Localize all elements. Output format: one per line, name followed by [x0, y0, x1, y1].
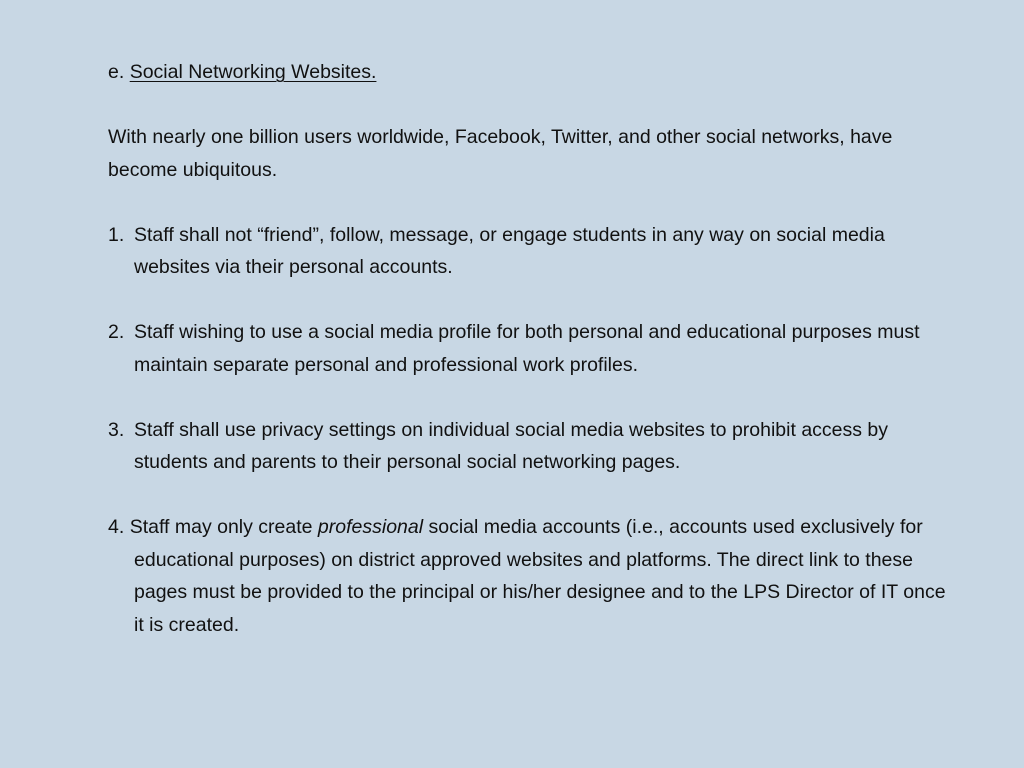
list-item-text [130, 516, 946, 636]
list-item-number: 2. [108, 321, 125, 343]
section-letter: e. [108, 61, 130, 83]
section-title: Social Networking Websites. [129, 61, 377, 83]
list-item-text: Staff shall not “friend”, follow, message, or engage students in any way on social media websites via their personal accounts. [134, 223, 885, 278]
list-item-number: 4. [108, 516, 130, 538]
list-item-text: Staff wishing to use a social media profile for both personal and educational purposes must maintain separate personal and professional work profiles. [134, 321, 920, 376]
section-heading [108, 56, 948, 89]
emphasized-word: professional [317, 516, 424, 538]
list-item-number: 3. [108, 418, 125, 441]
intro-paragraph: With nearly one billion users worldwide, Facebook, Twitter, and other social networks, have become ubiquitous. [108, 126, 893, 181]
list-item-2 [108, 316, 948, 381]
slide-content [108, 56, 948, 641]
list-item-text-end: social media accounts (i.e., accounts used exclusively for educational purposes) on district approved websites and platforms. The direct link to these pages must be provided to the principal or his/her designee and to the LPS Director of IT once it is created. [134, 516, 946, 636]
list-item-3 [108, 414, 948, 479]
list-item-text-start: Staff may only create [129, 516, 318, 538]
list-item-4 [108, 511, 948, 641]
list-item-number: 1. [108, 223, 125, 246]
list-item-1 [108, 219, 948, 284]
list-item-text: Staff shall use privacy settings on individual social media websites to prohibit access by students and parents to their personal social networking pages. [134, 418, 889, 473]
